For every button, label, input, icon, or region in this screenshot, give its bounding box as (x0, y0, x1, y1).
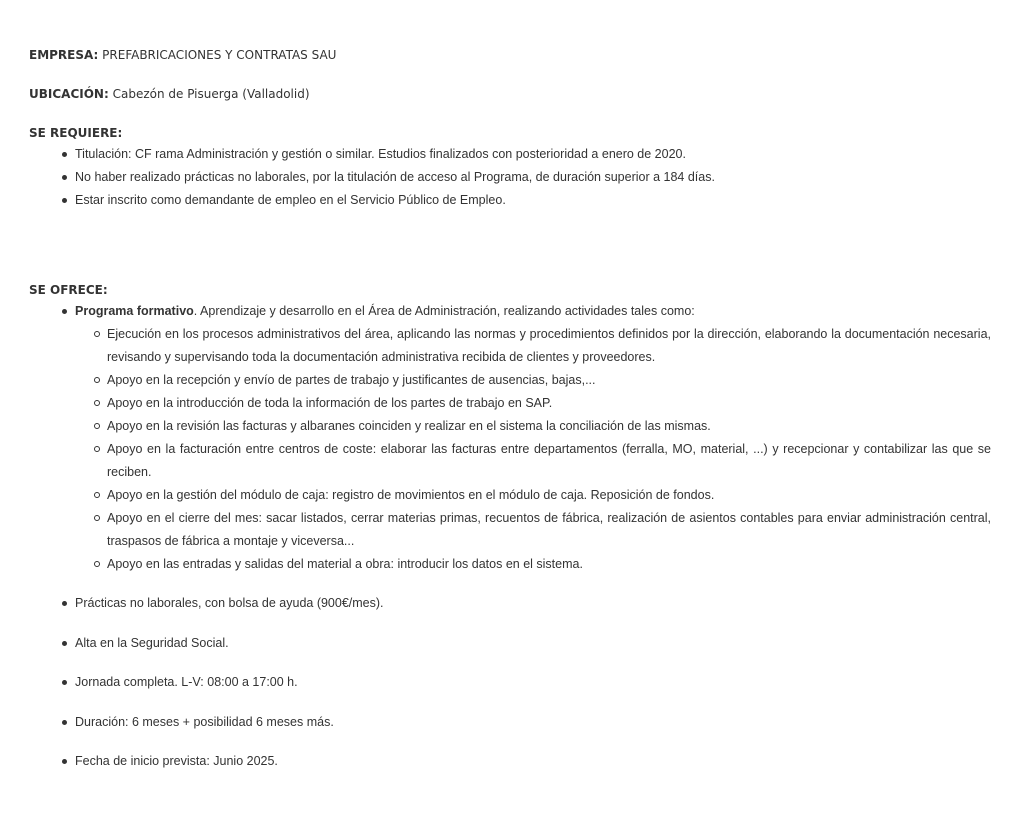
activity-item: Ejecución en los procesos administrativos del área, aplicando las normas y procedimientos definidos por la dirección, elaborando la documentación necesaria, revisando y supervisando toda la documentación administrativa recibida de clientes y proveedores. (107, 323, 991, 369)
activity-item: Apoyo en las entradas y salidas del material a obra: introducir los datos en el sistema. (107, 553, 991, 576)
list-item: Titulación: CF rama Administración y gestión o similar. Estudios finalizados con posterioridad a enero de 2020. (75, 143, 991, 166)
list-item: Duración: 6 meses + posibilidad 6 meses más. (75, 711, 991, 734)
list-item: No haber realizado prácticas no laborales, por la titulación de acceso al Programa, de duración superior a 184 días. (75, 166, 991, 189)
training-program-title: Programa formativo (75, 304, 194, 318)
activity-item: Apoyo en la recepción y envío de partes de trabajo y justificantes de ausencias, bajas,... (107, 369, 991, 392)
activity-item: Apoyo en la introducción de toda la información de los partes de trabajo en SAP. (107, 392, 991, 415)
empresa-line (29, 47, 336, 63)
offer-heading: SE OFRECE: (29, 283, 108, 297)
empresa-value: PREFABRICACIONES Y CONTRATAS SAU (102, 48, 337, 62)
list-item: Jornada completa. L-V: 08:00 a 17:00 h. (75, 671, 991, 694)
activity-item: Apoyo en la gestión del módulo de caja: registro de movimientos en el módulo de caja. Reposición de fondos. (107, 484, 991, 507)
list-item: Prácticas no laborales, con bolsa de ayuda (900€/mes). (75, 592, 991, 615)
activities-list (75, 323, 991, 576)
activity-item: Apoyo en el cierre del mes: sacar listados, cerrar materias primas, recuentos de fábrica, realización de asientos contables para enviar administración central, traspasos de fábrica a montaje y viceversa... (107, 507, 991, 553)
empresa-label: EMPRESA: (29, 48, 99, 62)
ubicacion-value: Cabezón de Pisuerga (Valladolid) (112, 87, 310, 101)
list-item: Alta en la Seguridad Social. (75, 632, 991, 655)
activity-item: Apoyo en la revisión las facturas y albaranes coinciden y realizar en el sistema la conciliación de las mismas. (107, 415, 991, 438)
offer-list (29, 300, 991, 790)
ubicacion-label: UBICACIÓN: (29, 87, 109, 101)
training-program-item (75, 300, 991, 576)
list-item: Fecha de inicio prevista: Junio 2025. (75, 750, 991, 773)
ubicacion-line (29, 86, 310, 102)
activity-item: Apoyo en la facturación entre centros de coste: elaborar las facturas entre departamentos (ferralla, MO, material, ...) y recepcionar y contabilizar las que se reciben. (107, 438, 991, 484)
requirements-list (29, 143, 991, 212)
training-program-text: . Aprendizaje y desarrollo en el Área de Administración, realizando actividades tales como: (193, 304, 695, 318)
list-item: Estar inscrito como demandante de empleo en el Servicio Público de Empleo. (75, 189, 991, 212)
requirements-heading: SE REQUIERE: (29, 126, 123, 140)
